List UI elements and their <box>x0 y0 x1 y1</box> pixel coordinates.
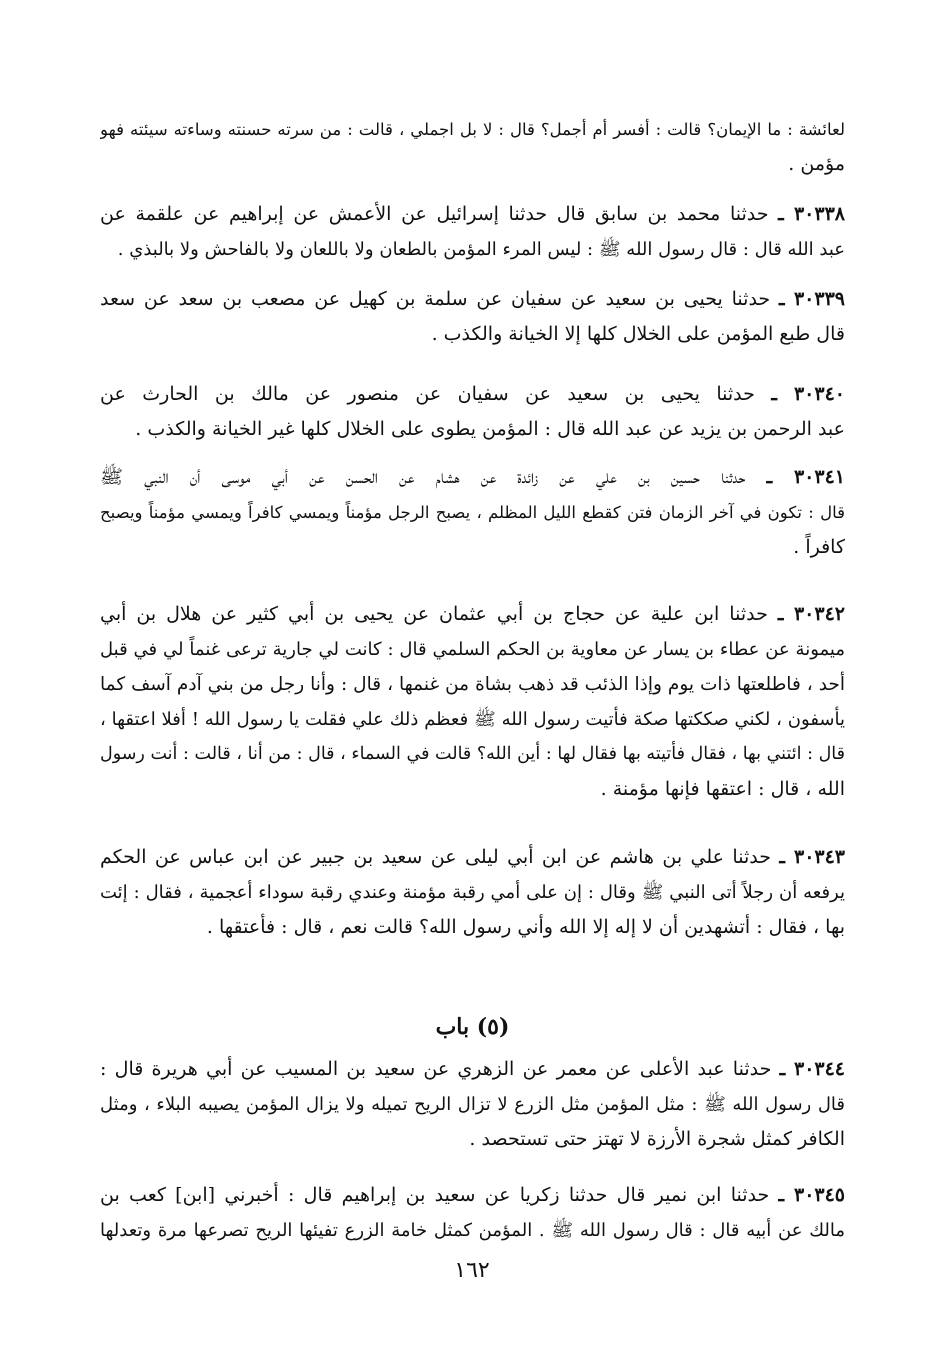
hadith-30342 <box>100 597 845 807</box>
text-line: مؤمن . <box>788 153 845 175</box>
section-heading: (٥) باب <box>435 1014 510 1040</box>
page-number: ١٦٢ <box>454 1258 490 1283</box>
hadith-text: حدثنا عبد الأعلى عن معمر عن الزهري عن سعيد بن المسيب عن أبي هريرة قال : <box>100 1058 772 1080</box>
text-line <box>100 840 845 875</box>
hadith-text: حدثنا محمد بن سابق قال حدثنا إسرائيل عن الأعمش عن إبراهيم عن علقمة عن <box>100 203 769 225</box>
hadith-number: ٣٠٣٤٢ ـ <box>777 603 845 625</box>
text-line: قال : ائتني بها ، فقال فأتيته بها فقال لها : أين الله؟ قالت في السماء ، قال : من أنا ، قالت : أنت رسول <box>100 744 845 764</box>
text-line <box>100 597 845 632</box>
text-line <box>100 460 845 495</box>
hadith-number: ٣٠٣٣٩ ـ <box>779 288 845 310</box>
hadith-30340 <box>100 377 845 447</box>
hadith-number: ٣٠٣٤٠ ـ <box>771 383 845 405</box>
hadith-text: حدثنا يحيى بن سعيد عن سفيان عن سلمة بن كهيل عن مصعب بن سعد عن سعد <box>100 288 771 310</box>
paragraph-continuation <box>100 112 845 182</box>
text-line <box>100 377 845 412</box>
text-line: مالك عن أبيه قال : قال رسول الله ﷺ . المؤمن كمثل خامة الزرع تفيئها الريح تصرعها مرة وتعدلها <box>100 1220 845 1241</box>
hadith-30344 <box>100 1052 845 1157</box>
hadith-number: ٣٠٣٤٥ ـ <box>778 1184 845 1206</box>
text-line: لعائشة : ما الإيمان؟ قالت : أفسر أم أجمل؟ قال : لا بل اجملي ، قالت : من سرته حسنته وساءته سيئته فهو <box>100 120 845 139</box>
hadith-number: ٣٠٣٤٣ ـ <box>779 846 845 868</box>
text-line: الكافر كمثل شجرة الأرزة لا تهتز حتى تستحصد . <box>469 1128 845 1150</box>
hadith-30338 <box>100 197 845 267</box>
text-line <box>100 1052 845 1087</box>
hadith-30339 <box>100 282 845 352</box>
text-line: أحد ، فاطلعتها ذات يوم وإذا الذئب قد ذهب بشاة من غنمها ، قال : وأنا رجل من بني آدم آسف كما <box>100 674 845 695</box>
hadith-text: حدثنا ابن علية عن حجاج بن أبي عثمان عن يحيى بن أبي كثير عن هلال بن أبي <box>100 603 768 625</box>
hadith-number: ٣٠٣٤١ ـ <box>766 466 845 488</box>
text-line: عبد الله قال : قال رسول الله ﷺ : ليس المرء المؤمن بالطعان ولا باللعان ولا بالفاحش ولا بالبذي . <box>117 239 845 260</box>
hadith-number: ٣٠٣٤٤ ـ <box>779 1058 845 1080</box>
hadith-text: حدثنا ابن نمير قال حدثنا زكريا عن سعيد بن إبراهيم قال : أخبرني [ابن] كعب بن <box>100 1184 770 1206</box>
text-line: ميمونة عن عطاء بن يسار عن معاوية بن الحكم السلمي قال : كانت لي جارية ترعى غنماً لي في قبل <box>100 639 845 660</box>
text-line: قال طبع المؤمن على الخلال كلها إلا الخيانة والكذب . <box>431 323 845 345</box>
text-line: كافراً . <box>793 536 845 558</box>
hadith-text: حدثنا علي بن هاشم عن ابن أبي ليلى عن سعيد بن جبير عن ابن عباس عن الحكم <box>100 846 771 868</box>
hadith-30345 <box>100 1178 845 1248</box>
text-line: قال رسول الله ﷺ : مثل المؤمن مثل الزرع لا تزال الريح تميله ولا يزال المؤمن يصيبه البلاء ، ومثل <box>100 1094 845 1115</box>
text-line: قال : تكون في آخر الزمان فتن كقطع الليل المظلم ، يصبح الرجل مؤمناً ويمسي كافراً ويمسي مؤمناً ويصبح <box>100 503 845 522</box>
hadith-text: حدثنا حسين بن علي عن زائدة عن هشام عن الحسن عن أبي موسى أن النبي ﷺ <box>100 466 746 488</box>
text-line: بها ، فقال : أتشهدين أن لا إله إلا الله وأني رسول الله؟ قالت نعم ، قال : فأعتقها . <box>206 916 845 938</box>
hadith-30343 <box>100 840 845 945</box>
text-line <box>100 282 845 317</box>
text-line <box>100 1178 845 1213</box>
text-line: الله ، قال : اعتقها فإنها مؤمنة . <box>600 778 845 800</box>
text-line <box>100 197 845 232</box>
text-line: عبد الرحمن بن يزيد عن عبد الله قال : المؤمن يطوى على الخلال كلها غير الخيانة والكذب . <box>135 418 845 440</box>
text-line: يرفعه أن رجلاً أتى النبي ﷺ وقال : إن على أمي رقبة مؤمنة وعندي رقبة سوداء أعجمية ، فقال : إئت <box>100 882 845 903</box>
hadith-number: ٣٠٣٣٨ ـ <box>778 203 845 225</box>
text-line: يأسفون ، لكني صككتها صكة فأتيت رسول الله ﷺ فعظم ذلك علي فقلت يا رسول الله ! أفلا اعتقها ، <box>100 709 845 730</box>
hadith-text: حدثنا يحيى بن سعيد عن سفيان عن منصور عن مالك بن الحارث عن <box>100 383 755 405</box>
hadith-30341 <box>100 460 845 565</box>
